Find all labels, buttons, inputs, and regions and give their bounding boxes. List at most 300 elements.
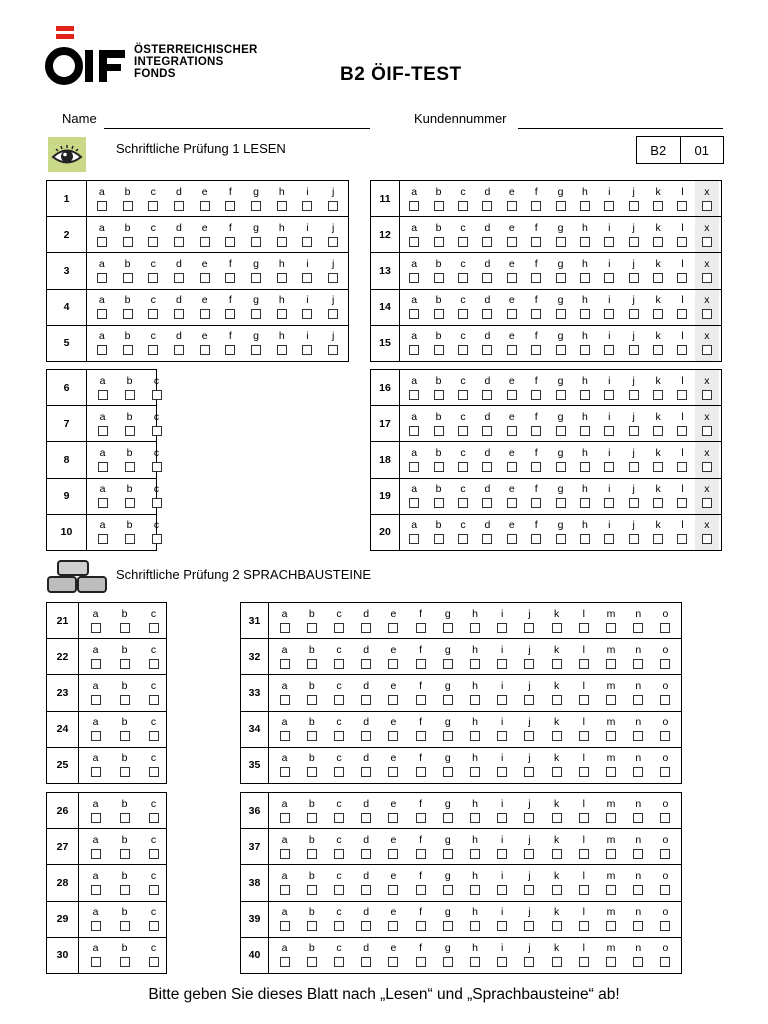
answer-checkbox[interactable]: [120, 849, 130, 859]
answer-checkbox[interactable]: [531, 309, 541, 319]
answer-checkbox[interactable]: [507, 273, 517, 283]
answer-checkbox[interactable]: [677, 345, 687, 355]
answer-checkbox[interactable]: [334, 813, 344, 823]
answer-checkbox[interactable]: [660, 885, 670, 895]
answer-checkbox[interactable]: [702, 273, 712, 283]
answer-checkbox[interactable]: [482, 237, 492, 247]
answer-checkbox[interactable]: [277, 273, 287, 283]
answer-checkbox[interactable]: [677, 309, 687, 319]
answer-checkbox[interactable]: [388, 731, 398, 741]
answer-checkbox[interactable]: [149, 957, 159, 967]
answer-checkbox[interactable]: [148, 201, 158, 211]
answer-checkbox[interactable]: [91, 813, 101, 823]
answer-checkbox[interactable]: [580, 237, 590, 247]
answer-checkbox[interactable]: [334, 849, 344, 859]
answer-checkbox[interactable]: [98, 498, 108, 508]
answer-checkbox[interactable]: [98, 426, 108, 436]
answer-checkbox[interactable]: [470, 767, 480, 777]
answer-checkbox[interactable]: [556, 390, 566, 400]
answer-checkbox[interactable]: [388, 623, 398, 633]
answer-checkbox[interactable]: [660, 957, 670, 967]
answer-checkbox[interactable]: [388, 767, 398, 777]
answer-checkbox[interactable]: [629, 345, 639, 355]
answer-checkbox[interactable]: [328, 201, 338, 211]
answer-checkbox[interactable]: [580, 534, 590, 544]
answer-checkbox[interactable]: [148, 237, 158, 247]
answer-checkbox[interactable]: [497, 921, 507, 931]
answer-checkbox[interactable]: [660, 623, 670, 633]
answer-checkbox[interactable]: [556, 273, 566, 283]
answer-checkbox[interactable]: [524, 921, 534, 931]
answer-checkbox[interactable]: [653, 237, 663, 247]
answer-checkbox[interactable]: [307, 767, 317, 777]
answer-checkbox[interactable]: [458, 345, 468, 355]
answer-checkbox[interactable]: [225, 273, 235, 283]
answer-checkbox[interactable]: [556, 201, 566, 211]
answer-checkbox[interactable]: [91, 849, 101, 859]
answer-checkbox[interactable]: [174, 345, 184, 355]
answer-checkbox[interactable]: [434, 534, 444, 544]
answer-checkbox[interactable]: [409, 534, 419, 544]
answer-checkbox[interactable]: [120, 813, 130, 823]
answer-checkbox[interactable]: [148, 273, 158, 283]
answer-checkbox[interactable]: [458, 426, 468, 436]
answer-checkbox[interactable]: [497, 885, 507, 895]
answer-checkbox[interactable]: [409, 201, 419, 211]
answer-checkbox[interactable]: [409, 498, 419, 508]
answer-checkbox[interactable]: [606, 767, 616, 777]
answer-checkbox[interactable]: [497, 623, 507, 633]
answer-checkbox[interactable]: [653, 534, 663, 544]
answer-checkbox[interactable]: [482, 309, 492, 319]
answer-checkbox[interactable]: [604, 237, 614, 247]
answer-checkbox[interactable]: [604, 534, 614, 544]
answer-checkbox[interactable]: [507, 201, 517, 211]
answer-checkbox[interactable]: [702, 390, 712, 400]
answer-checkbox[interactable]: [629, 462, 639, 472]
answer-checkbox[interactable]: [552, 957, 562, 967]
answer-checkbox[interactable]: [152, 498, 162, 508]
answer-checkbox[interactable]: [409, 462, 419, 472]
answer-checkbox[interactable]: [125, 462, 135, 472]
answer-checkbox[interactable]: [149, 731, 159, 741]
answer-checkbox[interactable]: [409, 237, 419, 247]
answer-checkbox[interactable]: [482, 345, 492, 355]
answer-checkbox[interactable]: [123, 345, 133, 355]
answer-checkbox[interactable]: [579, 849, 589, 859]
answer-checkbox[interactable]: [604, 426, 614, 436]
answer-checkbox[interactable]: [280, 957, 290, 967]
answer-checkbox[interactable]: [388, 921, 398, 931]
answer-checkbox[interactable]: [280, 921, 290, 931]
answer-checkbox[interactable]: [470, 659, 480, 669]
answer-checkbox[interactable]: [677, 498, 687, 508]
answer-checkbox[interactable]: [629, 273, 639, 283]
answer-checkbox[interactable]: [251, 273, 261, 283]
answer-checkbox[interactable]: [482, 498, 492, 508]
answer-checkbox[interactable]: [677, 426, 687, 436]
answer-checkbox[interactable]: [633, 885, 643, 895]
answer-checkbox[interactable]: [531, 390, 541, 400]
answer-checkbox[interactable]: [174, 309, 184, 319]
answer-checkbox[interactable]: [531, 426, 541, 436]
answer-checkbox[interactable]: [443, 849, 453, 859]
answer-checkbox[interactable]: [280, 731, 290, 741]
answer-checkbox[interactable]: [524, 695, 534, 705]
answer-checkbox[interactable]: [149, 885, 159, 895]
answer-checkbox[interactable]: [580, 498, 590, 508]
answer-checkbox[interactable]: [251, 309, 261, 319]
answer-checkbox[interactable]: [443, 731, 453, 741]
answer-checkbox[interactable]: [653, 390, 663, 400]
answer-checkbox[interactable]: [152, 534, 162, 544]
answer-checkbox[interactable]: [149, 695, 159, 705]
answer-checkbox[interactable]: [434, 426, 444, 436]
answer-checkbox[interactable]: [606, 921, 616, 931]
answer-checkbox[interactable]: [579, 767, 589, 777]
answer-checkbox[interactable]: [434, 390, 444, 400]
answer-checkbox[interactable]: [416, 623, 426, 633]
answer-checkbox[interactable]: [200, 345, 210, 355]
answer-checkbox[interactable]: [633, 623, 643, 633]
answer-checkbox[interactable]: [91, 957, 101, 967]
answer-checkbox[interactable]: [361, 849, 371, 859]
answer-checkbox[interactable]: [334, 695, 344, 705]
answer-checkbox[interactable]: [604, 390, 614, 400]
answer-checkbox[interactable]: [482, 462, 492, 472]
answer-checkbox[interactable]: [416, 731, 426, 741]
answer-checkbox[interactable]: [307, 921, 317, 931]
answer-checkbox[interactable]: [470, 921, 480, 931]
answer-checkbox[interactable]: [334, 623, 344, 633]
answer-checkbox[interactable]: [497, 659, 507, 669]
answer-checkbox[interactable]: [120, 623, 130, 633]
answer-checkbox[interactable]: [302, 237, 312, 247]
answer-checkbox[interactable]: [470, 849, 480, 859]
answer-checkbox[interactable]: [125, 426, 135, 436]
answer-checkbox[interactable]: [388, 885, 398, 895]
answer-checkbox[interactable]: [552, 813, 562, 823]
answer-checkbox[interactable]: [302, 201, 312, 211]
answer-checkbox[interactable]: [307, 849, 317, 859]
answer-checkbox[interactable]: [409, 273, 419, 283]
answer-checkbox[interactable]: [200, 309, 210, 319]
answer-checkbox[interactable]: [443, 885, 453, 895]
answer-checkbox[interactable]: [458, 462, 468, 472]
answer-checkbox[interactable]: [552, 695, 562, 705]
answer-checkbox[interactable]: [606, 885, 616, 895]
answer-checkbox[interactable]: [580, 201, 590, 211]
answer-checkbox[interactable]: [91, 731, 101, 741]
answer-checkbox[interactable]: [251, 345, 261, 355]
answer-checkbox[interactable]: [334, 659, 344, 669]
answer-checkbox[interactable]: [409, 390, 419, 400]
answer-checkbox[interactable]: [482, 426, 492, 436]
answer-checkbox[interactable]: [416, 695, 426, 705]
answer-checkbox[interactable]: [307, 957, 317, 967]
answer-checkbox[interactable]: [507, 309, 517, 319]
answer-checkbox[interactable]: [677, 237, 687, 247]
answer-checkbox[interactable]: [97, 273, 107, 283]
answer-checkbox[interactable]: [633, 957, 643, 967]
answer-checkbox[interactable]: [334, 767, 344, 777]
answer-checkbox[interactable]: [524, 659, 534, 669]
answer-checkbox[interactable]: [361, 885, 371, 895]
answer-checkbox[interactable]: [653, 345, 663, 355]
answer-checkbox[interactable]: [149, 849, 159, 859]
answer-checkbox[interactable]: [174, 201, 184, 211]
answer-checkbox[interactable]: [556, 345, 566, 355]
answer-checkbox[interactable]: [307, 623, 317, 633]
answer-checkbox[interactable]: [660, 731, 670, 741]
answer-checkbox[interactable]: [443, 695, 453, 705]
answer-checkbox[interactable]: [361, 957, 371, 967]
answer-checkbox[interactable]: [579, 885, 589, 895]
answer-checkbox[interactable]: [409, 345, 419, 355]
answer-checkbox[interactable]: [225, 201, 235, 211]
answer-checkbox[interactable]: [524, 849, 534, 859]
answer-checkbox[interactable]: [660, 849, 670, 859]
answer-checkbox[interactable]: [174, 237, 184, 247]
answer-checkbox[interactable]: [629, 390, 639, 400]
answer-checkbox[interactable]: [507, 426, 517, 436]
answer-checkbox[interactable]: [580, 462, 590, 472]
answer-checkbox[interactable]: [361, 659, 371, 669]
answer-checkbox[interactable]: [277, 345, 287, 355]
answer-checkbox[interactable]: [580, 345, 590, 355]
answer-checkbox[interactable]: [677, 462, 687, 472]
answer-checkbox[interactable]: [328, 309, 338, 319]
answer-checkbox[interactable]: [280, 767, 290, 777]
answer-checkbox[interactable]: [280, 659, 290, 669]
answer-checkbox[interactable]: [552, 623, 562, 633]
answer-checkbox[interactable]: [149, 659, 159, 669]
answer-checkbox[interactable]: [524, 957, 534, 967]
answer-checkbox[interactable]: [328, 273, 338, 283]
answer-checkbox[interactable]: [604, 462, 614, 472]
answer-checkbox[interactable]: [91, 885, 101, 895]
answer-checkbox[interactable]: [388, 957, 398, 967]
answer-checkbox[interactable]: [580, 309, 590, 319]
answer-checkbox[interactable]: [470, 731, 480, 741]
answer-checkbox[interactable]: [152, 426, 162, 436]
answer-checkbox[interactable]: [120, 921, 130, 931]
answer-checkbox[interactable]: [482, 534, 492, 544]
answer-checkbox[interactable]: [531, 237, 541, 247]
answer-checkbox[interactable]: [123, 201, 133, 211]
answer-checkbox[interactable]: [556, 462, 566, 472]
answer-checkbox[interactable]: [677, 201, 687, 211]
answer-checkbox[interactable]: [629, 309, 639, 319]
answer-checkbox[interactable]: [497, 695, 507, 705]
answer-checkbox[interactable]: [579, 659, 589, 669]
answer-checkbox[interactable]: [123, 273, 133, 283]
answer-checkbox[interactable]: [388, 813, 398, 823]
answer-checkbox[interactable]: [633, 659, 643, 669]
answer-checkbox[interactable]: [552, 921, 562, 931]
answer-checkbox[interactable]: [579, 695, 589, 705]
answer-checkbox[interactable]: [200, 201, 210, 211]
answer-checkbox[interactable]: [482, 273, 492, 283]
answer-checkbox[interactable]: [280, 885, 290, 895]
answer-checkbox[interactable]: [361, 921, 371, 931]
answer-checkbox[interactable]: [443, 957, 453, 967]
answer-checkbox[interactable]: [307, 695, 317, 705]
answer-checkbox[interactable]: [149, 813, 159, 823]
answer-checkbox[interactable]: [556, 534, 566, 544]
answer-checkbox[interactable]: [507, 462, 517, 472]
answer-checkbox[interactable]: [556, 498, 566, 508]
answer-checkbox[interactable]: [97, 309, 107, 319]
answer-checkbox[interactable]: [225, 309, 235, 319]
answer-checkbox[interactable]: [702, 237, 712, 247]
answer-checkbox[interactable]: [702, 462, 712, 472]
answer-checkbox[interactable]: [633, 695, 643, 705]
answer-checkbox[interactable]: [152, 462, 162, 472]
answer-checkbox[interactable]: [123, 237, 133, 247]
answer-checkbox[interactable]: [125, 390, 135, 400]
answer-checkbox[interactable]: [200, 273, 210, 283]
answer-checkbox[interactable]: [531, 498, 541, 508]
answer-checkbox[interactable]: [434, 237, 444, 247]
customer-number-field[interactable]: [518, 128, 723, 129]
answer-checkbox[interactable]: [702, 534, 712, 544]
answer-checkbox[interactable]: [416, 957, 426, 967]
answer-checkbox[interactable]: [443, 921, 453, 931]
answer-checkbox[interactable]: [552, 731, 562, 741]
answer-checkbox[interactable]: [334, 885, 344, 895]
answer-checkbox[interactable]: [91, 623, 101, 633]
answer-checkbox[interactable]: [702, 426, 712, 436]
answer-checkbox[interactable]: [458, 273, 468, 283]
answer-checkbox[interactable]: [633, 767, 643, 777]
answer-checkbox[interactable]: [334, 921, 344, 931]
answer-checkbox[interactable]: [633, 849, 643, 859]
answer-checkbox[interactable]: [388, 695, 398, 705]
answer-checkbox[interactable]: [507, 390, 517, 400]
answer-checkbox[interactable]: [225, 237, 235, 247]
answer-checkbox[interactable]: [702, 201, 712, 211]
answer-checkbox[interactable]: [629, 498, 639, 508]
answer-checkbox[interactable]: [524, 885, 534, 895]
answer-checkbox[interactable]: [443, 623, 453, 633]
answer-checkbox[interactable]: [604, 201, 614, 211]
answer-checkbox[interactable]: [579, 813, 589, 823]
answer-checkbox[interactable]: [653, 426, 663, 436]
answer-checkbox[interactable]: [280, 695, 290, 705]
answer-checkbox[interactable]: [629, 237, 639, 247]
answer-checkbox[interactable]: [148, 309, 158, 319]
answer-checkbox[interactable]: [604, 345, 614, 355]
answer-checkbox[interactable]: [251, 237, 261, 247]
answer-checkbox[interactable]: [388, 849, 398, 859]
answer-checkbox[interactable]: [149, 767, 159, 777]
answer-checkbox[interactable]: [280, 849, 290, 859]
answer-checkbox[interactable]: [702, 345, 712, 355]
answer-checkbox[interactable]: [579, 957, 589, 967]
answer-checkbox[interactable]: [443, 767, 453, 777]
answer-checkbox[interactable]: [606, 731, 616, 741]
answer-checkbox[interactable]: [458, 201, 468, 211]
answer-checkbox[interactable]: [497, 957, 507, 967]
answer-checkbox[interactable]: [531, 462, 541, 472]
answer-checkbox[interactable]: [98, 534, 108, 544]
answer-checkbox[interactable]: [434, 498, 444, 508]
answer-checkbox[interactable]: [531, 273, 541, 283]
answer-checkbox[interactable]: [98, 390, 108, 400]
answer-checkbox[interactable]: [677, 390, 687, 400]
answer-checkbox[interactable]: [91, 659, 101, 669]
answer-checkbox[interactable]: [148, 345, 158, 355]
answer-checkbox[interactable]: [361, 813, 371, 823]
answer-checkbox[interactable]: [606, 813, 616, 823]
answer-checkbox[interactable]: [653, 273, 663, 283]
answer-checkbox[interactable]: [416, 767, 426, 777]
answer-checkbox[interactable]: [507, 237, 517, 247]
answer-checkbox[interactable]: [653, 309, 663, 319]
answer-checkbox[interactable]: [606, 957, 616, 967]
answer-checkbox[interactable]: [604, 309, 614, 319]
answer-checkbox[interactable]: [416, 659, 426, 669]
answer-checkbox[interactable]: [653, 498, 663, 508]
answer-checkbox[interactable]: [434, 462, 444, 472]
answer-checkbox[interactable]: [497, 849, 507, 859]
answer-checkbox[interactable]: [277, 201, 287, 211]
answer-checkbox[interactable]: [328, 345, 338, 355]
answer-checkbox[interactable]: [580, 273, 590, 283]
answer-checkbox[interactable]: [416, 813, 426, 823]
answer-checkbox[interactable]: [416, 849, 426, 859]
answer-checkbox[interactable]: [604, 498, 614, 508]
answer-checkbox[interactable]: [606, 623, 616, 633]
answer-checkbox[interactable]: [660, 921, 670, 931]
answer-checkbox[interactable]: [97, 345, 107, 355]
answer-checkbox[interactable]: [120, 659, 130, 669]
answer-checkbox[interactable]: [552, 849, 562, 859]
answer-checkbox[interactable]: [120, 731, 130, 741]
answer-checkbox[interactable]: [556, 309, 566, 319]
answer-checkbox[interactable]: [653, 462, 663, 472]
answer-checkbox[interactable]: [702, 309, 712, 319]
answer-checkbox[interactable]: [302, 309, 312, 319]
answer-checkbox[interactable]: [120, 885, 130, 895]
answer-checkbox[interactable]: [361, 767, 371, 777]
answer-checkbox[interactable]: [91, 921, 101, 931]
answer-checkbox[interactable]: [361, 731, 371, 741]
answer-checkbox[interactable]: [334, 731, 344, 741]
answer-checkbox[interactable]: [633, 921, 643, 931]
answer-checkbox[interactable]: [307, 659, 317, 669]
answer-checkbox[interactable]: [677, 534, 687, 544]
answer-checkbox[interactable]: [409, 309, 419, 319]
answer-checkbox[interactable]: [552, 885, 562, 895]
answer-checkbox[interactable]: [98, 462, 108, 472]
answer-checkbox[interactable]: [524, 623, 534, 633]
answer-checkbox[interactable]: [120, 957, 130, 967]
answer-checkbox[interactable]: [531, 345, 541, 355]
answer-checkbox[interactable]: [653, 201, 663, 211]
answer-checkbox[interactable]: [497, 767, 507, 777]
name-field[interactable]: [104, 128, 370, 129]
answer-checkbox[interactable]: [556, 426, 566, 436]
answer-checkbox[interactable]: [629, 534, 639, 544]
answer-checkbox[interactable]: [579, 731, 589, 741]
answer-checkbox[interactable]: [497, 813, 507, 823]
answer-checkbox[interactable]: [334, 957, 344, 967]
answer-checkbox[interactable]: [629, 426, 639, 436]
answer-checkbox[interactable]: [606, 695, 616, 705]
answer-checkbox[interactable]: [660, 813, 670, 823]
